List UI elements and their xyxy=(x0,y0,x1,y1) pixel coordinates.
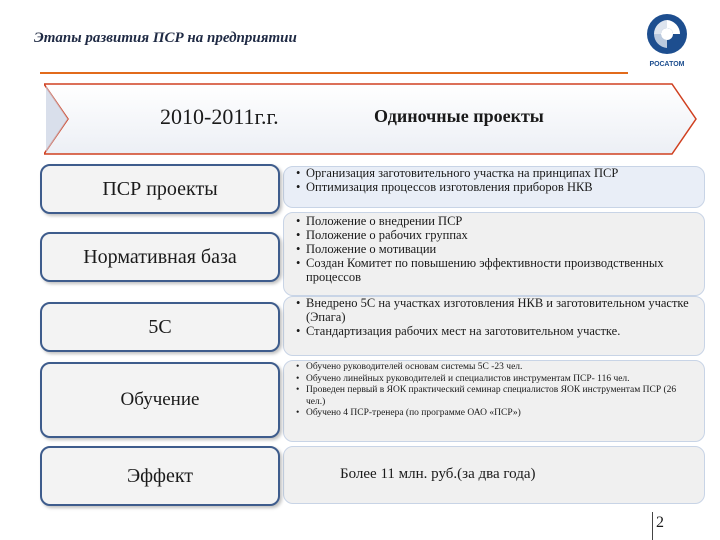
rosatom-logo xyxy=(636,10,698,72)
period-year: 2010-2011г.г. xyxy=(160,104,279,129)
period-banner xyxy=(44,80,700,158)
row-label-5s: 5С xyxy=(40,302,280,352)
effect-value: Более 11 млн. руб.(за два года) xyxy=(340,466,536,482)
list-item: • Обучено руководителей основам системы 5С -23 чел. xyxy=(296,362,696,374)
row-label-training: Обучение xyxy=(40,362,280,438)
normative-list xyxy=(296,214,696,284)
row-label-normative: Нормативная база xyxy=(40,232,280,282)
list-item: • Внедрено 5С на участках изготовления НКВ и заготовительном участке (Эпага) xyxy=(296,296,696,324)
list-item: • Обучено линейных руководителей и специалистов инструментам ПСР- 116 чел. xyxy=(296,374,696,386)
row-label-effect: Эффект xyxy=(40,446,280,506)
training-list xyxy=(296,362,696,420)
page-number-divider xyxy=(652,512,653,540)
list-item: • Оптимизация процессов изготовления приборов НКВ xyxy=(296,180,696,194)
logo-wordmark: РОСАТОМ xyxy=(649,61,685,68)
list-item: • Создан Комитет по повышению эффективности производственных процессов xyxy=(296,256,696,284)
list-item: • Стандартизация рабочих мест на заготовительном участке. xyxy=(296,324,696,338)
slide-title: Этапы развития ПСР на предприятии xyxy=(34,30,297,46)
list-item: • Организация заготовительного участка на принципах ПСР xyxy=(296,166,696,180)
list-item: • Положение о мотивации xyxy=(296,242,696,256)
list-item: • Обучено 4 ПСР-тренера (по программе ОАО «ПСР») xyxy=(296,408,696,420)
row-label-psr-projects: ПСР проекты xyxy=(40,164,280,214)
title-divider xyxy=(40,72,628,74)
list-item: • Проведен первый в ЯОК практический семинар специалистов ЯОК инструментам ПСР (26 чел.) xyxy=(296,385,696,408)
list-item: • Положение о внедрении ПСР xyxy=(296,214,696,228)
list-item: • Положение о рабочих группах xyxy=(296,228,696,242)
5s-list xyxy=(296,296,696,338)
psr-projects-list xyxy=(296,166,696,194)
period-label: Одиночные проекты xyxy=(374,106,544,126)
page-number: 2 xyxy=(656,514,664,531)
